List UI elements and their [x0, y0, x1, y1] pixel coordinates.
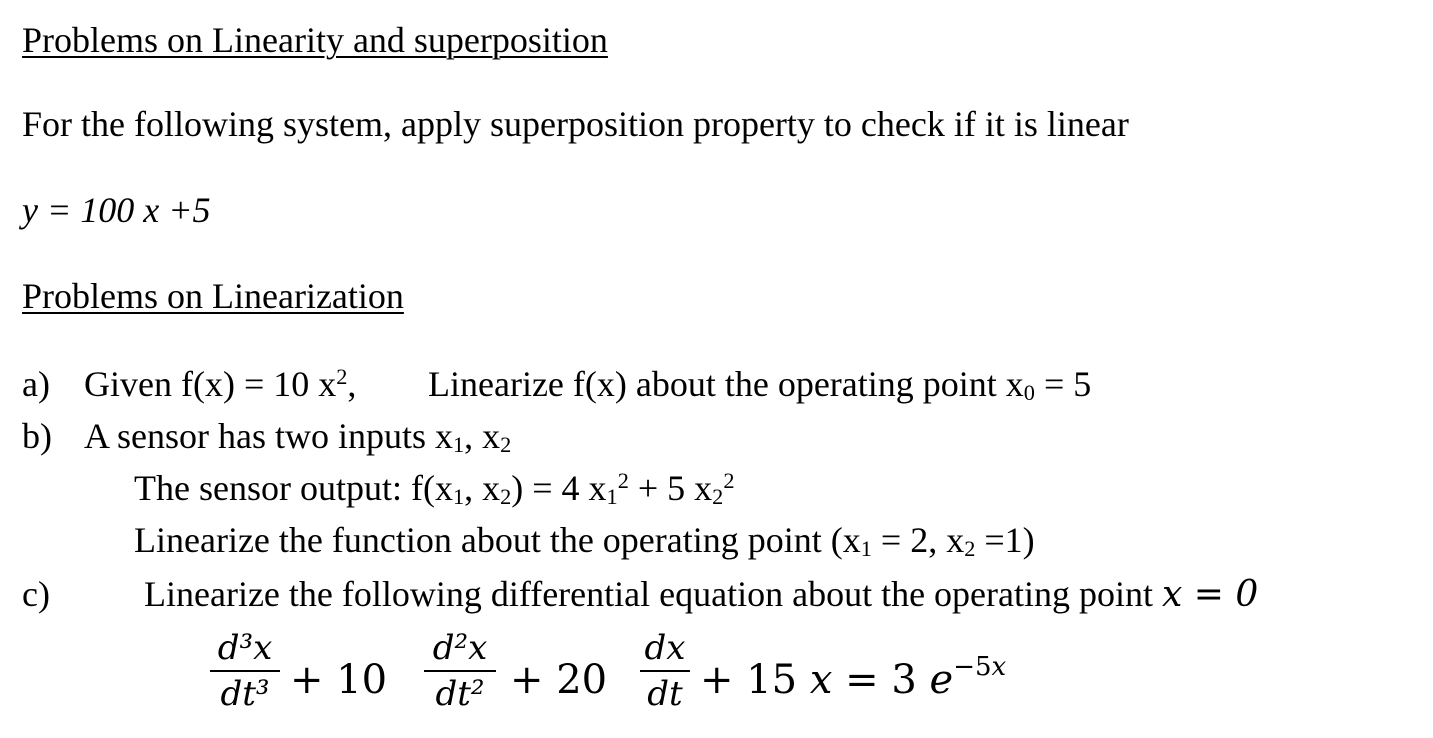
fraction-numerator: dx [644, 628, 686, 668]
item-a-given: Given f(x) = 10 $x^2$, [84, 363, 357, 404]
fraction-dx-dt [640, 630, 690, 714]
instruction-text: For the following system, apply superposition property to check if it is linear [22, 104, 1129, 144]
fraction-numerator: d²x [432, 628, 488, 668]
fraction-denominator: dt³ [220, 674, 270, 715]
system-equation: y = 100 x +5 [22, 190, 211, 230]
item-c-text: Linearize the following differential equation about the operating point x = 0 [144, 574, 1259, 615]
item-b-label: b) [22, 416, 52, 456]
heading-linearity-superposition: Problems on Linearity and superposition [22, 20, 608, 60]
item-b-line2: The sensor output: $f(x_1$, $x_2) = 4$ $x_1^2 + 5$ $x_2^2$ [134, 467, 735, 510]
term-rhs: + 15 𝑥 = 3 𝑒$^{-5𝑥}$ [700, 652, 1007, 703]
term-plus-10: + 10 [290, 657, 388, 703]
fraction-numerator: d³x [217, 628, 273, 668]
item-c-label: c) [22, 574, 50, 614]
item-a-task: Linearize f(x) about the operating point $x_0 = 5$ [428, 364, 1092, 406]
fraction-denominator: dt [647, 674, 683, 715]
item-b-line1: A sensor has two inputs $x_1$, $x_2$ [84, 416, 512, 458]
term-plus-20: + 20 [510, 657, 608, 703]
fraction-d2x-dt2 [424, 630, 496, 714]
fraction-d3x-dt3 [210, 630, 280, 714]
fraction-bar [424, 670, 496, 672]
operating-point: x = 0 [1162, 574, 1259, 615]
exponent: −5𝑥 [953, 652, 1007, 682]
fraction-denominator: dt² [435, 674, 485, 715]
item-a-label: a) [22, 364, 50, 404]
fraction-bar [640, 670, 690, 672]
item-b-line3: Linearize the function about the operating point ($x_1 = 2$, $x_2 =1$) [134, 520, 1035, 562]
fraction-bar [210, 670, 280, 672]
heading-linearization: Problems on Linearization [22, 276, 404, 316]
